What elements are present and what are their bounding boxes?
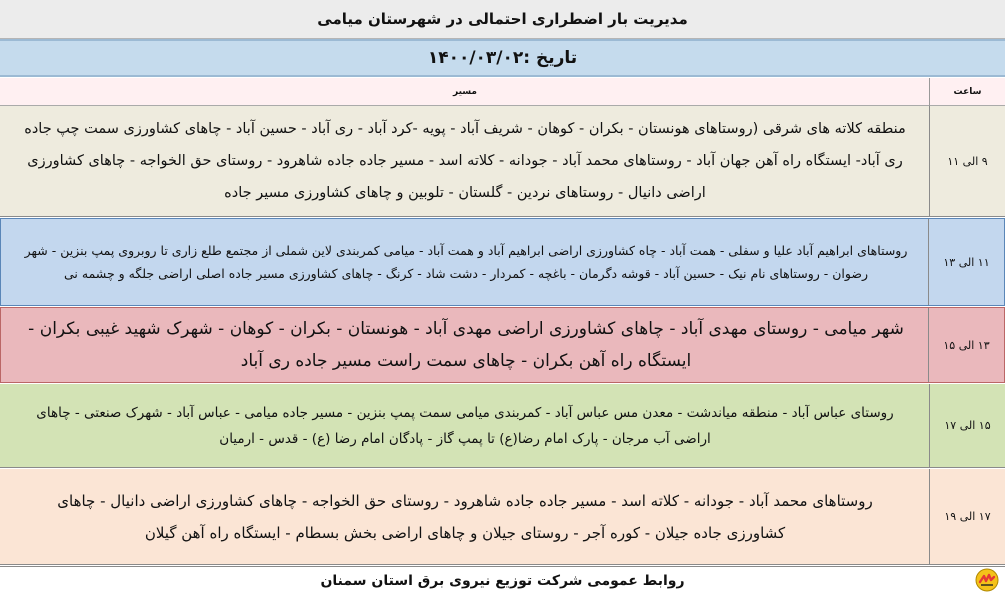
- title-text: مدیریت بار اضطراری احتمالی در شهرستان میامی: [317, 10, 688, 28]
- route-cell: [0, 469, 930, 564]
- route-line: کشاورزی جاده جیلان - کوره آجر - روستای جیلان و چاهای اراضی بخش بسطام - ایستگاه راه آهن گیلان: [144, 523, 786, 542]
- time-column-header: ساعت: [929, 78, 1005, 106]
- table-row: [0, 218, 1005, 306]
- time-cell: ۹ الی ۱۱: [929, 106, 1005, 216]
- time-cell: ۱۵ الی ۱۷: [929, 384, 1005, 467]
- time-cell: ۱۱ الی ۱۳: [928, 219, 1004, 305]
- table-row: [0, 384, 1005, 468]
- date-row: [0, 39, 1005, 77]
- route-line: روستاهای ابراهیم آباد علیا و سفلی - همت آباد - چاه کشاورزی اراضی ابراهیم آباد و همت آباد - میامی کمربندی لاین شملی از مجتمع طلع زاری تا روبروی پمپ بنزین - شهر: [24, 243, 908, 258]
- date-text: تاریخ :۱۴۰۰/۰۳/۰۲: [427, 48, 578, 68]
- table-row: [0, 469, 1005, 565]
- route-line: ایستگاه راه آهن بکران - چاهای سمت راست مسیر جاده ری آباد: [240, 351, 692, 371]
- document-title: [0, 0, 1005, 39]
- time-cell: ۱۷ الی ۱۹: [929, 469, 1005, 564]
- route-cell: [1, 308, 931, 382]
- route-line: رضوان - روستاهای نام نیک - حسین آباد - قوشه دگرمان - باغچه - کمردار - دشت شاد - کرنگ - چاهای کشاورزی مسیر جاده اصلی اراضی جلگه و چشمه نی: [64, 266, 869, 281]
- route-column-header: مسیر: [453, 87, 478, 97]
- footer-text: روابط عمومی شرکت توزیع نیروی برق استان سمنان: [320, 572, 685, 589]
- power-company-logo-icon: [975, 568, 999, 592]
- table-header: [0, 78, 1005, 106]
- table-row: [0, 106, 1005, 217]
- route-line: شهر میامی - روستای مهدی آباد - چاهای کشاورزی اراضی مهدی آباد - هونستان - بکران - کوهان - شهرک شهید غیبی بکران -: [28, 319, 904, 339]
- route-cell: [0, 384, 930, 467]
- time-cell: ۱۳ الی ۱۵: [928, 308, 1004, 382]
- route-line: ری آباد- ایستگاه راه آهن جهان آباد - روستاهای محمد آباد - جودانه - کلاته اسد - مسیر جاده جاده شاهرود - روستای حق الخواجه - چاهای کشاورزی: [27, 153, 903, 169]
- table-row: [0, 307, 1005, 383]
- route-line: اراضی آب مرجان - پارک امام رضا(ع) تا پمپ گاز - پادگان امام رضا (ع) - قدس - ارمیان: [219, 430, 711, 447]
- route-line: اراضی دانیال - روستاهای نردین - گلستان - تلوبین و چاهای کشاورزی مسیر جاده: [224, 185, 706, 201]
- route-cell: [1, 219, 931, 305]
- route-line: منطقه کلاته های شرقی (روستاهای هونستان - بکران - کوهان - شریف آباد - پویه -کرد آباد - ری آباد - حسین آباد - چاهای کشاورزی سمت چپ جاده: [24, 121, 906, 137]
- route-line: روستاهای محمد آباد - جودانه - کلاته اسد - مسیر جاده جاده شاهرود - روستای حق الخواجه - چاهای کشاورزی اراضی دانیال - چاهای: [57, 491, 873, 510]
- route-cell: [0, 106, 930, 216]
- footer: [0, 566, 1005, 594]
- route-line: روستای عباس آباد - منطقه میاندشت - معدن مس عباس آباد - کمربندی میامی سمت پمپ بنزین - مسیر جاده میامی - عباس آباد - شهرک صنعتی - چاهای: [36, 404, 894, 421]
